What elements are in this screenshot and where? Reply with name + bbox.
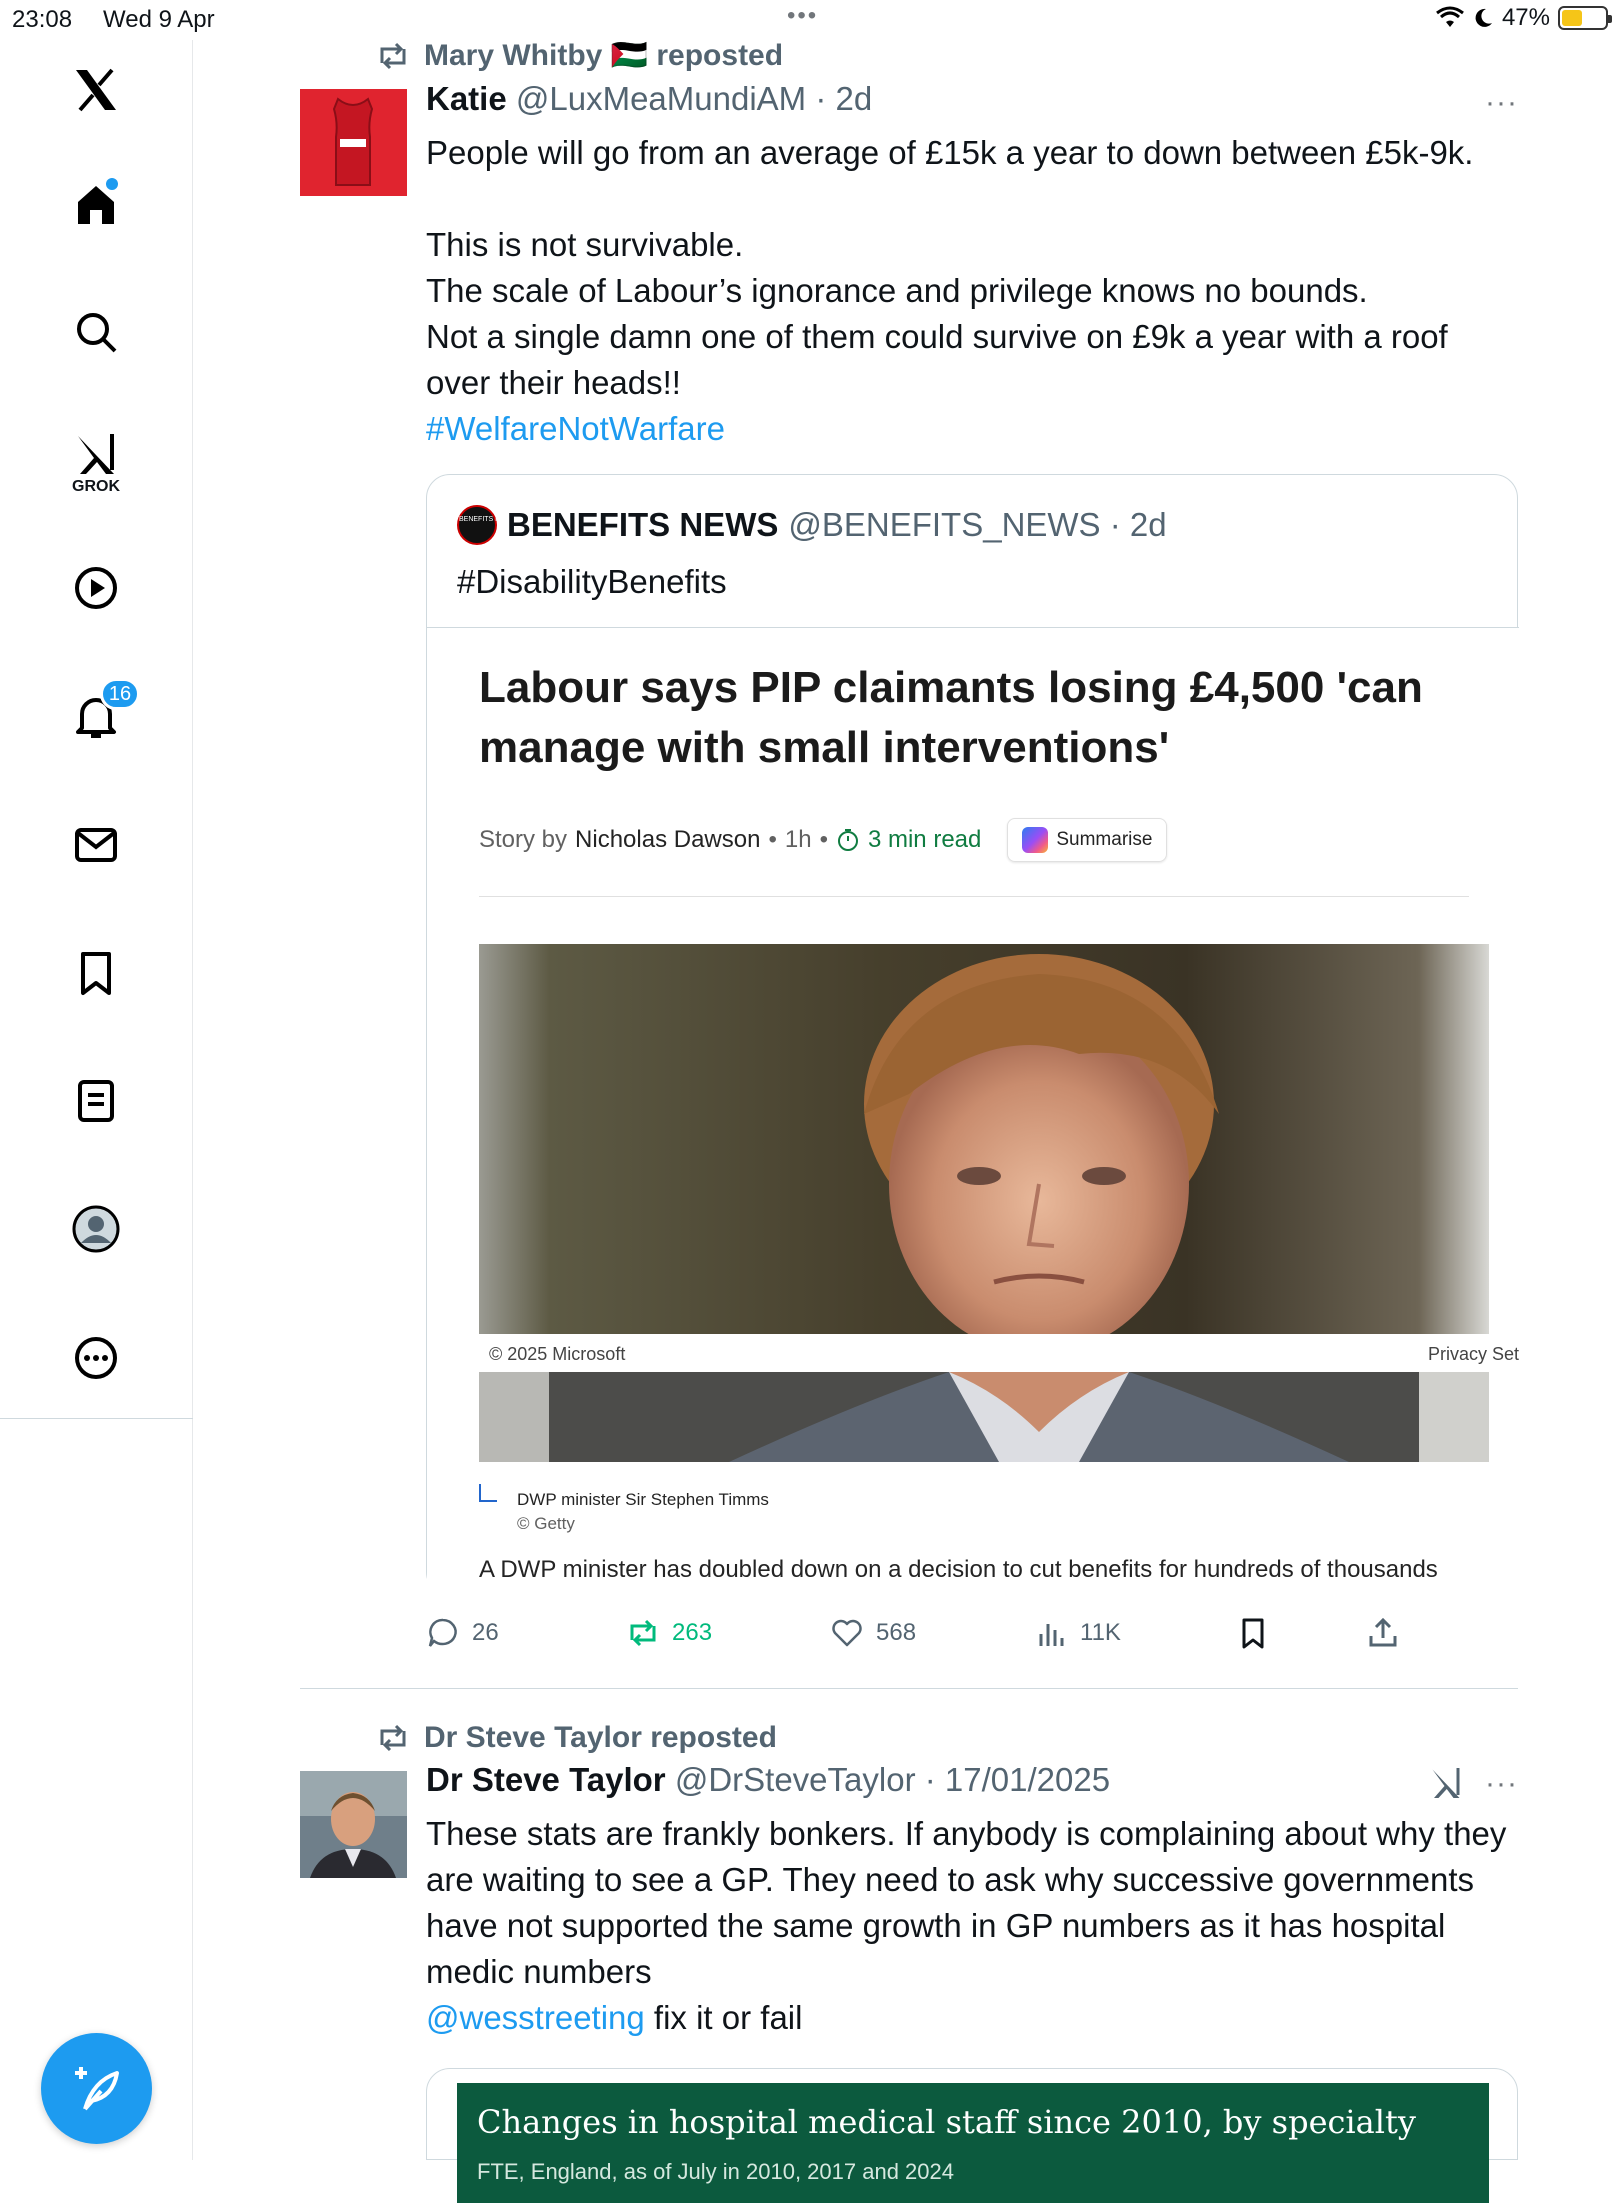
article-divider (479, 896, 1469, 897)
sidebar-item-lists[interactable] (68, 1073, 124, 1129)
search-icon (72, 308, 120, 356)
separator: • (819, 826, 828, 853)
chart-title: Changes in hospital medical staff since 2010, by specialty (477, 2103, 1416, 2141)
sidebar-item-messages[interactable] (68, 817, 124, 873)
article-photo-bottom (479, 1372, 1489, 1462)
tweet-divider (300, 1688, 1518, 1689)
sidebar-item-video[interactable] (68, 560, 124, 616)
heart-icon (830, 1616, 864, 1650)
caption-marker (479, 1484, 497, 1502)
blank-line (426, 176, 1516, 222)
like-button[interactable] (830, 1616, 916, 1650)
status-time: 23:08 (12, 6, 73, 33)
quote-header (427, 475, 1517, 627)
article-meta (479, 818, 1167, 862)
quote-author-line (457, 505, 1517, 545)
media-card[interactable] (426, 2068, 1518, 2184)
tweet-text: These stats are frankly bonkers. If anybody is complaining about why they are waiting to see a GP. They need to ask why successive governments have not supported the same growth in GP numbers as it has hospital medic numbers (426, 1815, 1507, 1990)
summarise-button (1007, 818, 1167, 862)
feather-plus-icon (71, 2063, 123, 2115)
article-title: Labour says PIP claimants losing £4,500 'can manage with small interventions' (479, 663, 1423, 772)
bookmark-button[interactable] (1236, 1616, 1270, 1650)
sidebar-divider (0, 1418, 193, 1419)
repost-icon (626, 1616, 660, 1650)
sidebar-item-notifications[interactable] (68, 683, 132, 744)
views-button[interactable] (1034, 1616, 1121, 1650)
repost-context (376, 38, 783, 73)
caption-text: DWP minister Sir Stephen Timms (517, 1490, 769, 1509)
more-options-icon[interactable]: ··· (1485, 1767, 1518, 1800)
story-by-label: Story by (479, 826, 568, 853)
author-name[interactable]: Dr Steve Taylor (426, 1761, 666, 1798)
sidebar-item-home[interactable] (68, 176, 124, 232)
tweet-line: Not a single damn one of them could survive on £9k a year with a roof over their heads!! (426, 318, 1448, 401)
battery-level (1562, 10, 1582, 26)
timer-icon (836, 828, 860, 852)
share-icon (1366, 1616, 1400, 1650)
article-photo-top (479, 944, 1489, 1334)
views-icon (1034, 1616, 1068, 1650)
tweet-line: This is not survivable. (426, 226, 744, 263)
repost-button[interactable] (626, 1616, 712, 1650)
more-options-icon[interactable]: ··· (1485, 86, 1518, 119)
privacy-settings: Privacy Set (1427, 1344, 1519, 1364)
repost-by[interactable]: Dr Steve Taylor reposted (424, 1721, 777, 1754)
chart-subtitle: FTE, England, as of July in 2010, 2017 and 2024 (477, 2159, 954, 2184)
moon-icon (1472, 7, 1494, 29)
status-bar (0, 0, 1620, 40)
mention-link[interactable]: @wesstreeting (426, 1999, 645, 2036)
author-handle-time[interactable]: @LuxMeaMundiAM · 2d (515, 80, 873, 117)
status-indicators (1436, 4, 1608, 32)
repost-icon (376, 41, 410, 71)
quote-author-handle-time[interactable]: @BENEFITS_NEWS · 2d (788, 506, 1167, 543)
play-icon (72, 564, 120, 612)
share-button[interactable] (1366, 1616, 1400, 1650)
bookmark-icon (72, 949, 120, 997)
author-line (426, 80, 872, 118)
sidebar-item-explore[interactable] (68, 304, 124, 360)
battery-icon (1558, 6, 1608, 30)
sidebar-item-bookmarks[interactable] (68, 945, 124, 1001)
quote-text: #DisabilityBenefits (457, 563, 727, 600)
microsoft-footer (427, 1334, 1519, 1372)
quote-author-name[interactable]: BENEFITS NEWS (507, 506, 779, 543)
sidebar-nav (0, 40, 193, 2160)
tweet-line (426, 1995, 1516, 2041)
avatar[interactable] (300, 89, 407, 196)
sidebar-item-profile[interactable] (68, 1201, 124, 1257)
more-circle-icon (72, 1334, 120, 1382)
separator: • (768, 826, 777, 853)
copilot-icon (1022, 827, 1048, 853)
home-notification-dot (106, 178, 118, 190)
multitasking-dots[interactable]: ••• (787, 2, 819, 29)
author-name[interactable]: Katie (426, 80, 507, 117)
wifi-icon (1436, 7, 1464, 29)
notification-badge: 16 (100, 678, 140, 710)
article-snippet: A DWP minister has doubled down on a decision to cut benefits for hundreds of thousands (479, 1556, 1438, 1583)
hashtag-link[interactable]: #WelfareNotWarfare (426, 410, 725, 447)
view-count: 11K (1080, 1619, 1121, 1646)
read-time: 3 min read (867, 826, 982, 853)
article-author: Nicholas Dawson (575, 826, 761, 853)
list-icon (72, 1077, 120, 1125)
tweet-line: The scale of Labour’s ignorance and privilege knows no bounds. (426, 272, 1368, 309)
grok-label: GROK (72, 478, 120, 495)
repost-count: 263 (672, 1619, 713, 1646)
chart-banner (457, 2083, 1489, 2203)
grok-icon (72, 430, 120, 478)
article-age: 1h (784, 826, 812, 853)
profile-icon (72, 1205, 120, 1253)
reply-count: 26 (472, 1619, 499, 1646)
caption-credit: © Getty (517, 1514, 575, 1533)
summarise-label: Summarise (1056, 829, 1153, 850)
tweet-body (426, 1811, 1516, 2041)
sidebar-item-grok[interactable] (68, 426, 124, 482)
copyright: © 2025 Microsoft (489, 1344, 626, 1364)
quote-avatar[interactable]: BENEFITS NEWS (457, 505, 497, 545)
tweet-actions (426, 1616, 1518, 1666)
repost-context (376, 1721, 777, 1755)
repost-icon (376, 1723, 410, 1753)
author-handle-time[interactable]: @DrSteveTaylor · 17/01/2025 (674, 1761, 1111, 1798)
battery-percentage: 47% (1501, 4, 1550, 31)
compose-post-button[interactable] (41, 2033, 152, 2144)
tweet-line: People will go from an average of £15k a year to down between £5k-9k. (426, 134, 1474, 171)
bookmark-icon (1236, 1616, 1270, 1650)
repost-by[interactable]: Mary Whitby 🇵🇸 reposted (424, 39, 784, 72)
tweet-text-after: fix it or fail (644, 1999, 803, 2036)
status-date: Wed 9 Apr (103, 6, 215, 33)
avatar[interactable] (300, 1771, 407, 1878)
photo-caption (517, 1488, 769, 1536)
like-count: 568 (876, 1619, 917, 1646)
grok-icon[interactable] (1428, 1765, 1464, 1801)
reply-button[interactable] (426, 1616, 499, 1650)
reply-icon (426, 1616, 460, 1650)
article-screenshot (427, 627, 1519, 1597)
sidebar-item-more[interactable] (68, 1330, 124, 1386)
author-line (426, 1761, 1110, 1799)
mail-icon (72, 821, 120, 869)
quote-tweet-card[interactable] (426, 474, 1518, 1596)
x-logo-icon[interactable] (68, 62, 124, 118)
tweet-body (426, 130, 1516, 452)
